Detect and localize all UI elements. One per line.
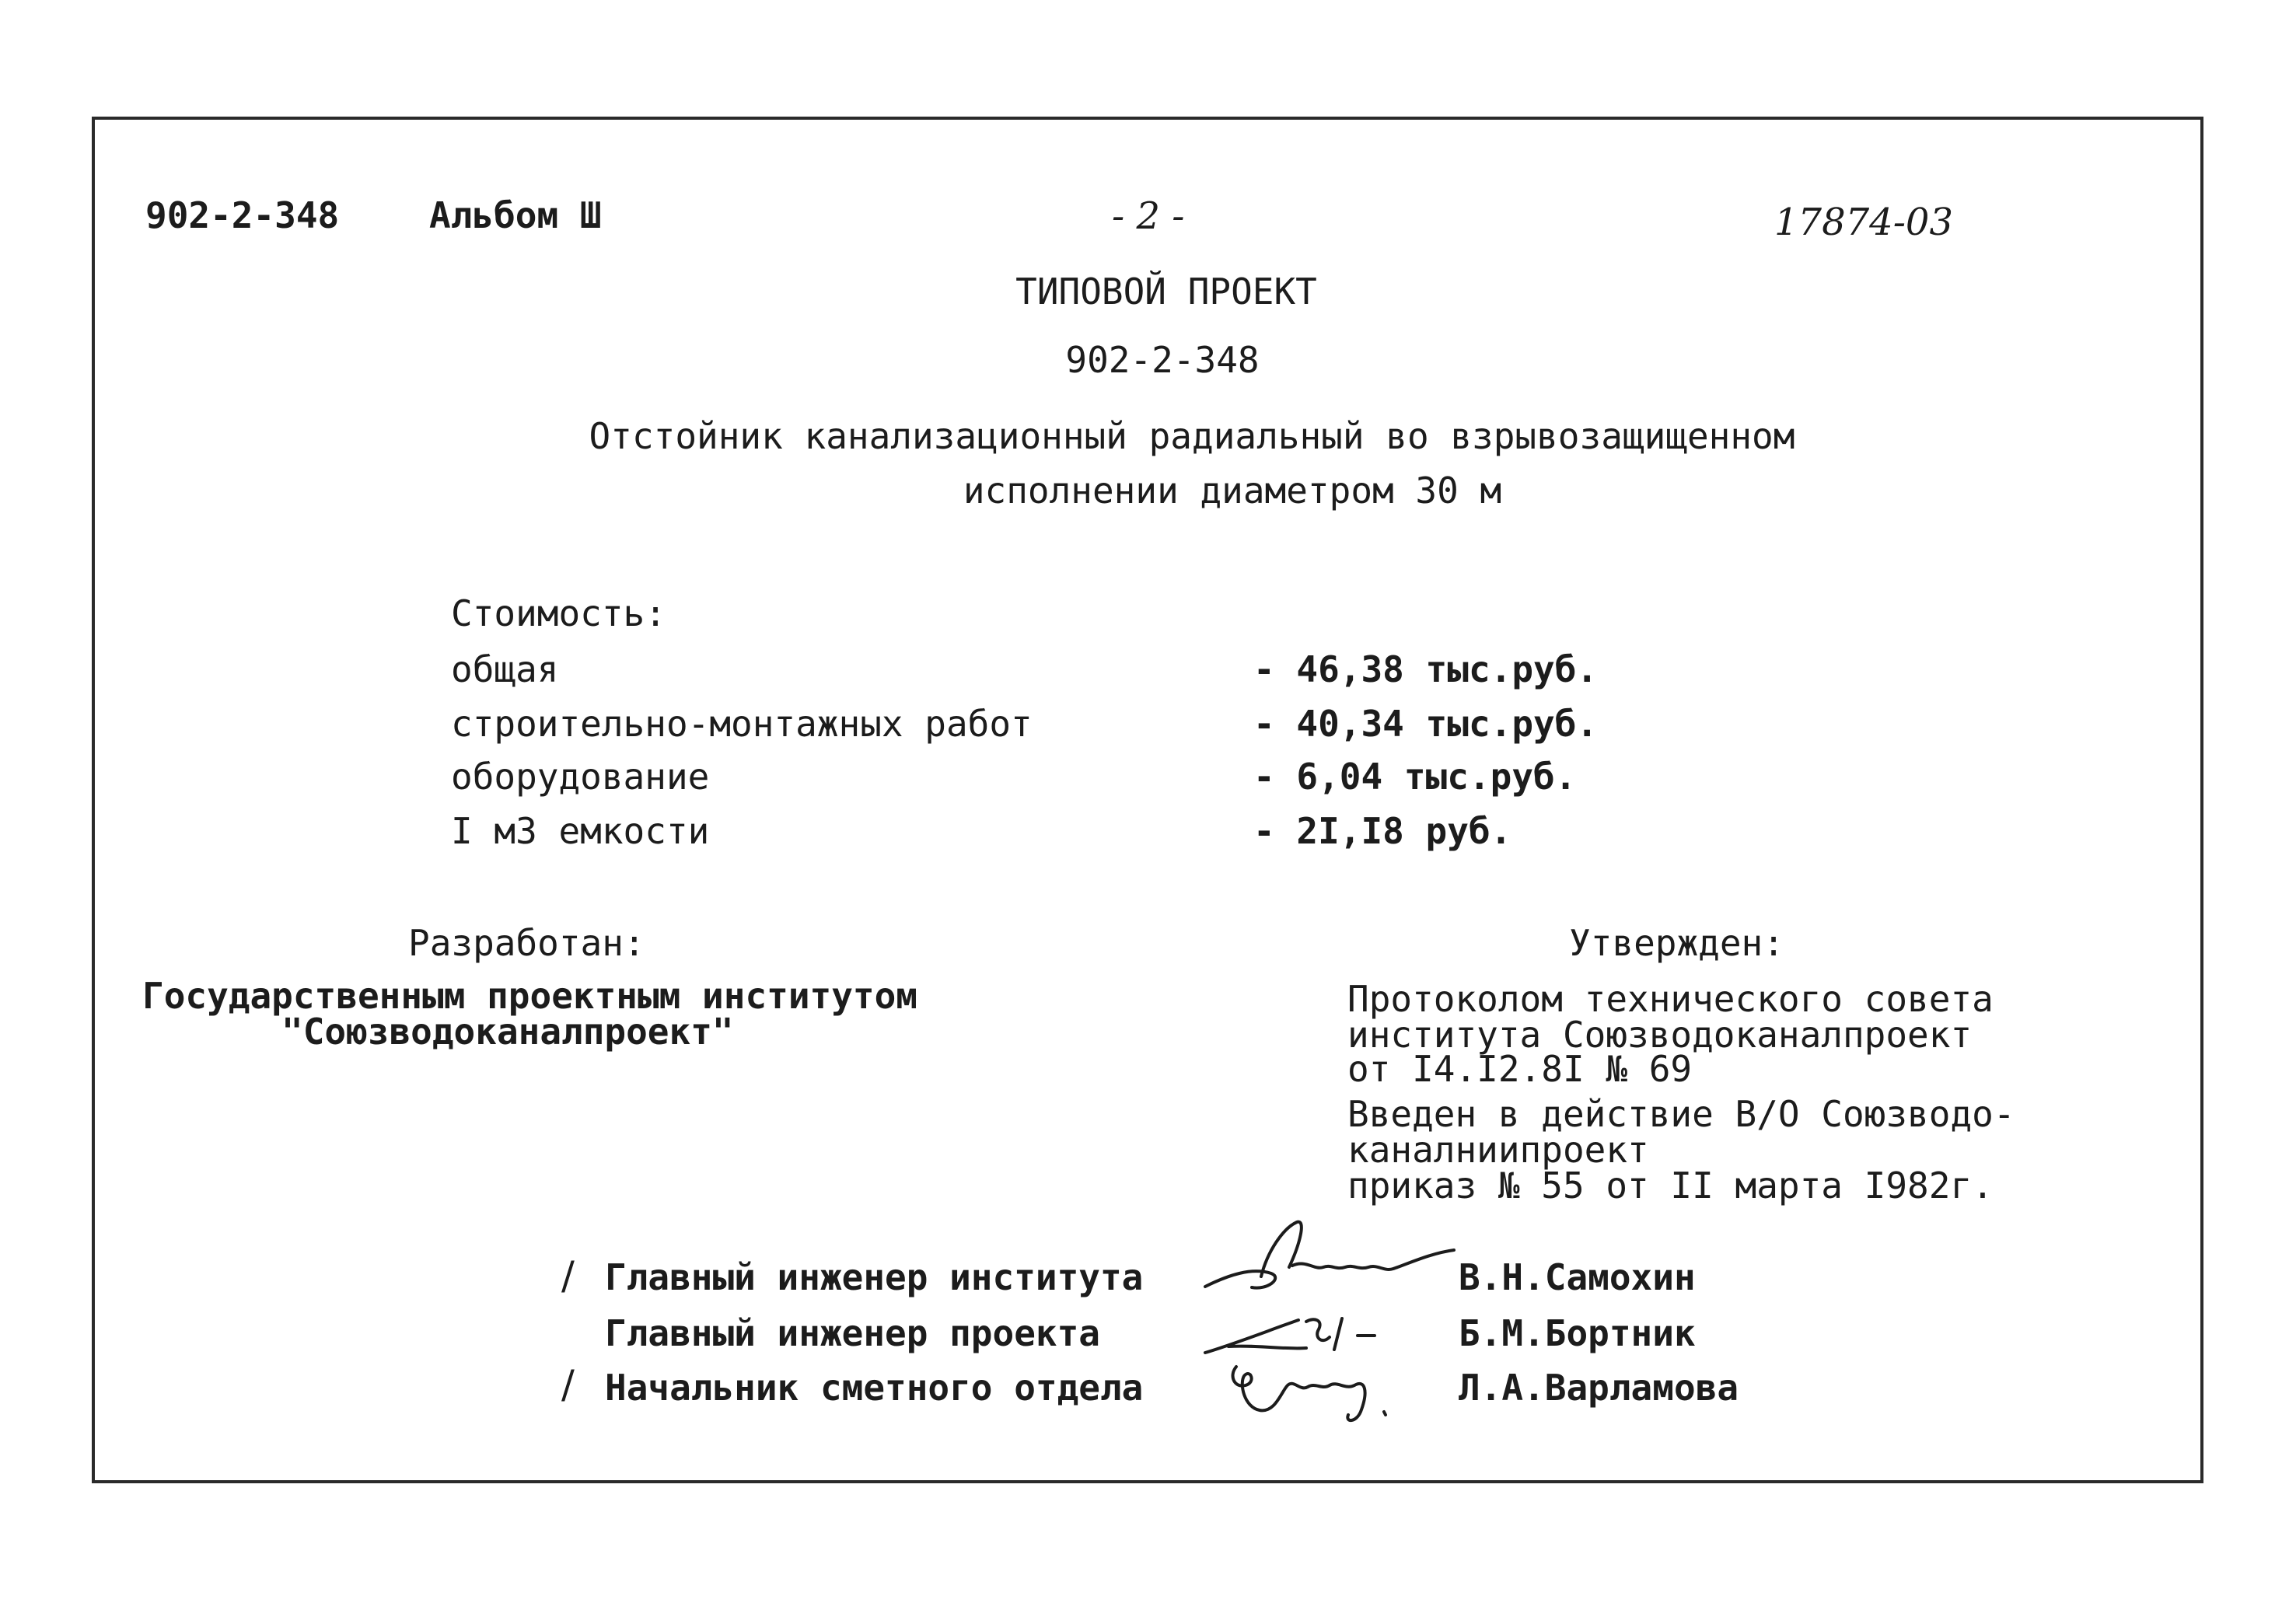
approved-heading: Утвержден: bbox=[1569, 922, 1784, 964]
cost-label-total: общая bbox=[451, 648, 559, 690]
approved-line1: Протоколом технического совета bbox=[1347, 978, 1994, 1020]
developed-line2: "Союзводоканалпроект" bbox=[281, 1011, 734, 1053]
signature-position-head-estimate-dept: Начальник сметного отдела bbox=[605, 1367, 1144, 1409]
signature-position-chief-engineer-institute: Главный инженер института bbox=[605, 1256, 1144, 1298]
signature-name-varlamova: Л.А.Варламова bbox=[1459, 1367, 1739, 1409]
header-code: 902-2-348 bbox=[145, 194, 340, 236]
cost-value-construction: - 40,34 тыс.руб. bbox=[1253, 703, 1599, 745]
project-name-line2: исполнении диаметром 30 м bbox=[963, 470, 1502, 512]
signature-name-bortnik: Б.М.Бортник bbox=[1459, 1312, 1696, 1354]
approved-line2: института Союзводоканалпроект bbox=[1347, 1014, 1973, 1056]
cost-value-equipment: - 6,04 тыс.руб. bbox=[1253, 756, 1577, 798]
cost-value-total: - 46,38 тыс.руб. bbox=[1253, 648, 1599, 690]
signature-name-samokhin: В.Н.Самохин bbox=[1459, 1256, 1696, 1298]
cost-label-construction: строительно-монтажных работ bbox=[451, 703, 1033, 745]
cost-label-equipment: оборудование bbox=[451, 756, 710, 798]
document-heading: ТИПОВОЙ ПРОЕКТ bbox=[1015, 271, 1317, 313]
approved-line6: приказ № 55 от II марта I982г. bbox=[1347, 1165, 1994, 1207]
signature-position-chief-engineer-project: Главный инженер проекта bbox=[605, 1312, 1100, 1354]
cost-value-per-m3: - 2I,I8 руб. bbox=[1253, 810, 1512, 852]
cost-heading: Стоимость: bbox=[451, 592, 666, 634]
project-name-line1: Отстойник канализационный радиальный во взрывозащищенном bbox=[589, 415, 1795, 457]
signature-check-mark: / bbox=[561, 1362, 575, 1407]
inventory-number: 17874-03 bbox=[1774, 201, 1953, 244]
page-number: - 2 - bbox=[1112, 194, 1185, 238]
document-frame bbox=[92, 117, 2203, 1483]
developed-line1: Государственным проектным институтом bbox=[142, 975, 917, 1017]
developed-heading: Разработан: bbox=[408, 922, 645, 964]
handwritten-signature bbox=[1213, 1345, 1431, 1430]
handwritten-signature bbox=[1197, 1213, 1462, 1298]
album-label: Альбом Ш bbox=[429, 194, 602, 236]
cost-label-per-m3: I м3 емкости bbox=[451, 810, 710, 852]
approved-line5: каналниипроект bbox=[1347, 1129, 1649, 1171]
project-code: 902-2-348 bbox=[1065, 339, 1260, 381]
signature-check-mark: / bbox=[561, 1253, 575, 1298]
approved-line3: от I4.I2.8I № 69 bbox=[1347, 1048, 1693, 1090]
approved-line4: Введен в действие В/О Союзводо- bbox=[1347, 1093, 2015, 1135]
